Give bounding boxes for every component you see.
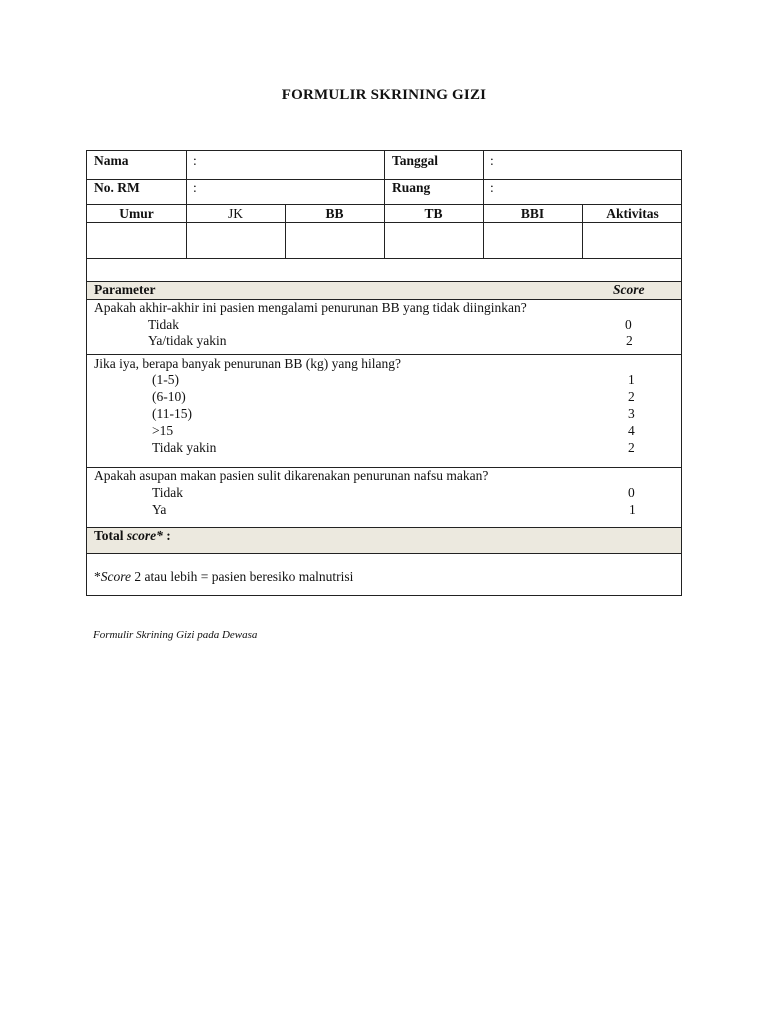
question-1-option-2: Ya/tidak yakin xyxy=(148,333,227,348)
row-divider xyxy=(87,527,681,528)
tanggal-colon: : xyxy=(490,153,494,168)
question-1-option-1: Tidak xyxy=(148,317,180,332)
question-3-option-1: Tidak xyxy=(152,485,184,500)
form-title: FORMULIR SKRINING GIZI xyxy=(281,87,487,103)
tanggal-label: Tanggal xyxy=(392,153,439,168)
question-3-score-2: 1 xyxy=(629,502,636,517)
question-2-score-3: 3 xyxy=(628,406,635,421)
nama-label: Nama xyxy=(94,153,129,168)
question-2-option-4: >15 xyxy=(152,423,174,438)
col-divider xyxy=(186,151,187,204)
bbi-header: BBI xyxy=(520,206,545,221)
row-divider xyxy=(87,258,681,259)
no-rm-colon: : xyxy=(193,180,197,195)
question-2-option-3: (11-15) xyxy=(152,406,192,421)
parameter-header: Parameter xyxy=(94,282,156,297)
form-caption: Formulir Skrining Gizi pada Dewasa xyxy=(93,629,258,641)
jk-header: JK xyxy=(227,206,243,221)
row-divider xyxy=(87,281,681,282)
tb-header: TB xyxy=(424,206,443,221)
question-2-score-5: 2 xyxy=(628,440,635,455)
aktivitas-header: Aktivitas xyxy=(606,206,659,221)
umur-header: Umur xyxy=(119,206,154,221)
no-rm-label: No. RM xyxy=(94,180,140,195)
total-score-label: Total score* : xyxy=(94,528,171,543)
question-2-score-2: 2 xyxy=(628,389,635,404)
question-3-text: Apakah asupan makan pasien sulit dikarenakan penurunan nafsu makan? xyxy=(94,468,489,483)
parameter-header-bg xyxy=(87,281,681,299)
col-divider xyxy=(384,151,385,204)
malnutrition-note: *Score 2 atau lebih = pasien beresiko malnutrisi xyxy=(94,569,354,584)
row-divider xyxy=(87,553,681,554)
screening-form xyxy=(86,150,682,596)
score-header: Score xyxy=(613,282,645,297)
question-2-option-2: (6-10) xyxy=(152,389,186,404)
question-1-text: Apakah akhir-akhir ini pasien mengalami penurunan BB yang tidak diinginkan? xyxy=(94,300,527,315)
question-3-score-1: 0 xyxy=(628,485,635,500)
question-1-score-2: 2 xyxy=(626,333,633,348)
col-divider xyxy=(483,151,484,204)
row-divider xyxy=(87,354,681,355)
question-2-score-4: 4 xyxy=(628,423,635,438)
question-2-score-1: 1 xyxy=(628,372,635,387)
total-row-bg xyxy=(87,527,681,553)
ruang-label: Ruang xyxy=(392,180,431,195)
ruang-colon: : xyxy=(490,180,494,195)
question-2-text: Jika iya, berapa banyak penurunan BB (kg) yang hilang? xyxy=(94,356,402,371)
question-2-option-1: (1-5) xyxy=(152,372,179,387)
bb-header: BB xyxy=(325,206,344,221)
nama-colon: : xyxy=(193,153,197,168)
question-2-option-5: Tidak yakin xyxy=(152,440,217,455)
question-3-option-2: Ya xyxy=(152,502,167,517)
question-1-score-1: 0 xyxy=(625,317,632,332)
